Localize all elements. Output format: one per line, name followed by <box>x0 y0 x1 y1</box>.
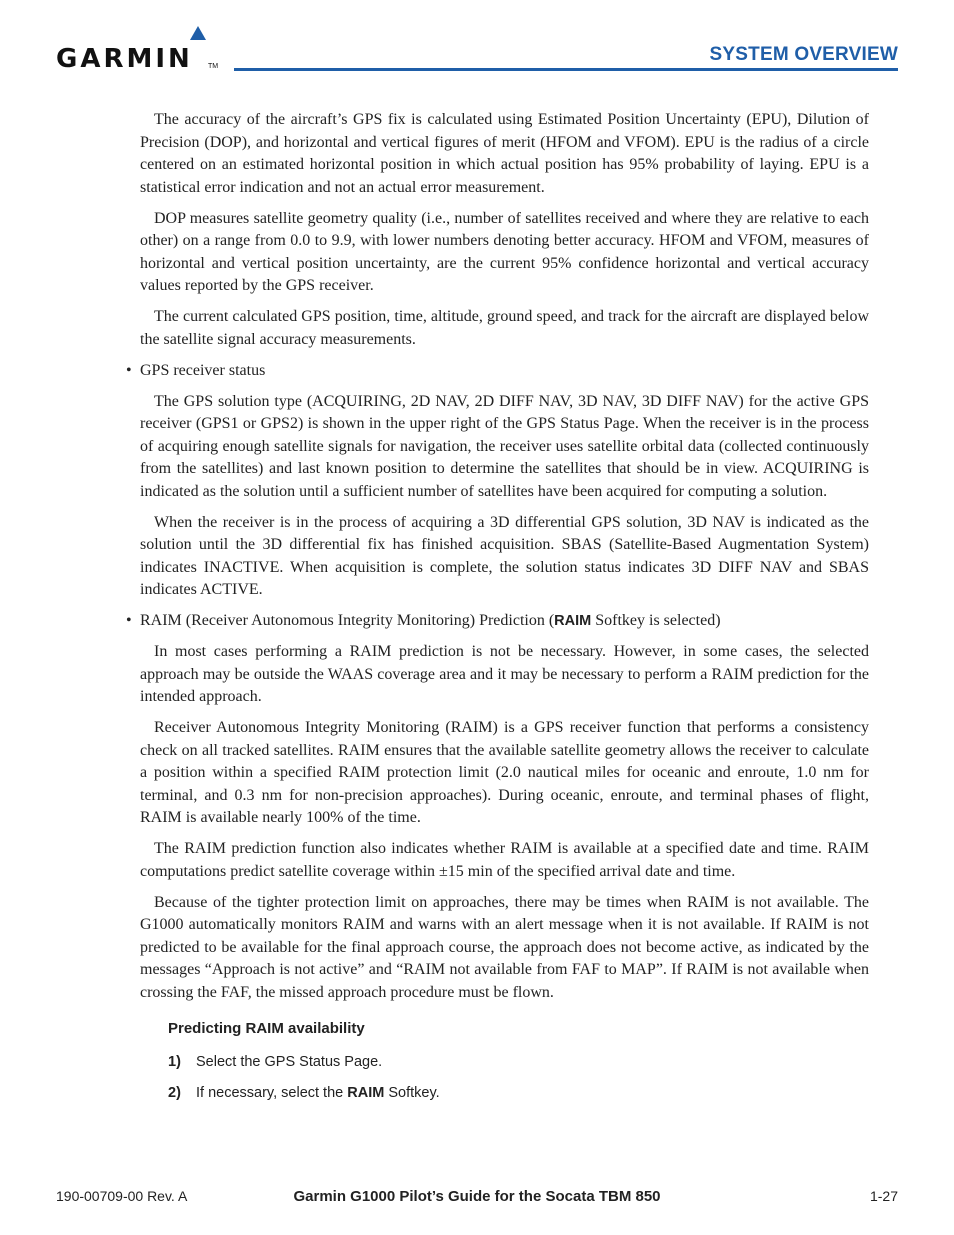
paragraph-raim-definition: Receiver Autonomous Integrity Monitoring (RAIM) is a GPS receiver function that performs a consistency check on all tracked satellites. RAIM ensures that the available satellite geometry allows the receiver to calculate a position within a specified RAIM protection limit (2.0 nautical miles for oceanic and enroute, 1.0 nm for terminal, and 0.3 nm for non-precision approaches). During oceanic, enroute, and terminal phases of flight, RAIM is available nearly 100% of the time. <box>140 719 869 826</box>
paragraph-position: The current calculated GPS position, time, altitude, ground speed, and track for the aircraft are displayed below the satellite signal accuracy measurements. <box>140 308 869 348</box>
paragraph-3d-differential: When the receiver is in the process of acquiring a 3D differential GPS solution, 3D NAV is indicated as the solution until the 3D differential fix has finished acquisition. SBAS (Satellite-Based Augmentation System) indicates INACTIVE. When acquisition is complete, the solution status indicates 3D DIFF NAV and SBAS indicates ACTIVE. <box>140 513 869 598</box>
step-number: 2) <box>168 1085 181 1101</box>
garmin-logo <box>56 26 220 76</box>
procedure-step-2 <box>168 1082 869 1105</box>
footer-title: Garmin G1000 Pilot’s Guide for the Socata TBM 850 <box>293 1188 661 1205</box>
bullet-label-post: Softkey is selected) <box>591 612 721 629</box>
bullet-icon: • <box>126 612 132 629</box>
step-text-post: Softkey. <box>384 1085 440 1101</box>
step-text: Select the GPS Status Page. <box>196 1053 383 1070</box>
procedure-step-1 <box>168 1051 869 1074</box>
paragraph-raim-prediction-function: The RAIM prediction function also indicates whether RAIM is available at a specified date and time. RAIM computations predict satellite coverage within ±15 min of the specified arrival date and time. <box>140 840 869 880</box>
paragraph-raim-approaches: Because of the tighter protection limit on approaches, there may be times when RAIM is not available. The G1000 automatically monitors RAIM and warns with an alert message when it is not available. If RAIM is not predicted to be available for the final approach course, the approach does not become active, as indicated by the messages “Approach is not active” and “RAIM not available from FAF to MAP”. If RAIM is not available when crossing the FAF, the missed approach procedure must be flown. <box>140 893 869 1001</box>
step-text-pre: If necessary, select the <box>196 1085 348 1101</box>
step-number: 1) <box>168 1053 181 1070</box>
bullet-gps-receiver-status <box>126 360 869 383</box>
logo-text: GARMIN <box>56 44 193 74</box>
raim-softkey-label: RAIM <box>554 613 592 629</box>
footer-page-number: 1-27 <box>869 1188 898 1204</box>
logo-triangle-icon <box>190 26 206 40</box>
section-title: SYSTEM OVERVIEW <box>709 44 898 65</box>
header-rule <box>234 68 898 71</box>
logo-trademark: TM <box>208 63 219 70</box>
footer-doc-number: 190-00709-00 Rev. A <box>56 1188 188 1204</box>
bullet-label: GPS receiver status <box>140 361 266 379</box>
paragraph-dop: DOP measures satellite geometry quality (i.e., number of satellites received and where they are relative to each other) on a range from 0.0 to 9.9, with lower numbers denoting better accuracy. HFOM and VFOM, measures of horizontal and vertical position uncertainty, are the current 95% confidence horizontal and vertical accuracy values reported by the GPS receiver. <box>140 209 869 294</box>
procedure-title: Predicting RAIM availability <box>168 1020 365 1037</box>
paragraph-solution-type: The GPS solution type (ACQUIRING, 2D NAV, 2D DIFF NAV, 3D NAV, 3D DIFF NAV) for the active GPS receiver (GPS1 or GPS2) is shown in the upper right of the GPS Status Page. When the receiver is in the process of acquiring enough satellite signals for navigation, the receiver uses satellite orbital data (collected continuously from the satellites) and last known position to determine the satellites that should be in view. ACQUIRING is indicated as the solution until a sufficient number of satellites have been acquired for computing a solution. <box>140 392 869 500</box>
raim-softkey-label: RAIM <box>347 1085 385 1101</box>
paragraph-raim-not-necessary: In most cases performing a RAIM prediction is not be necessary. However, in some cases, the selected approach may be outside the WAAS coverage area and it may be necessary to perform a RAIM prediction for the intended approach. <box>140 643 869 705</box>
bullet-icon: • <box>126 361 132 379</box>
bullet-raim-prediction <box>126 610 869 633</box>
bullet-label-pre: RAIM (Receiver Autonomous Integrity Monitoring) Prediction ( <box>140 612 555 629</box>
page-body <box>126 109 869 1114</box>
paragraph-epu: The accuracy of the aircraft’s GPS fix is calculated using Estimated Position Uncertainty (EPU), Dilution of Precision (DOP), and horizontal and vertical figures of merit (HFOM and VFOM). EPU is the radius of a circle centered on an estimated horizontal position in which actual position has 95% probability of laying. EPU is a statistical error indication and not an actual error measurement. <box>140 111 869 196</box>
